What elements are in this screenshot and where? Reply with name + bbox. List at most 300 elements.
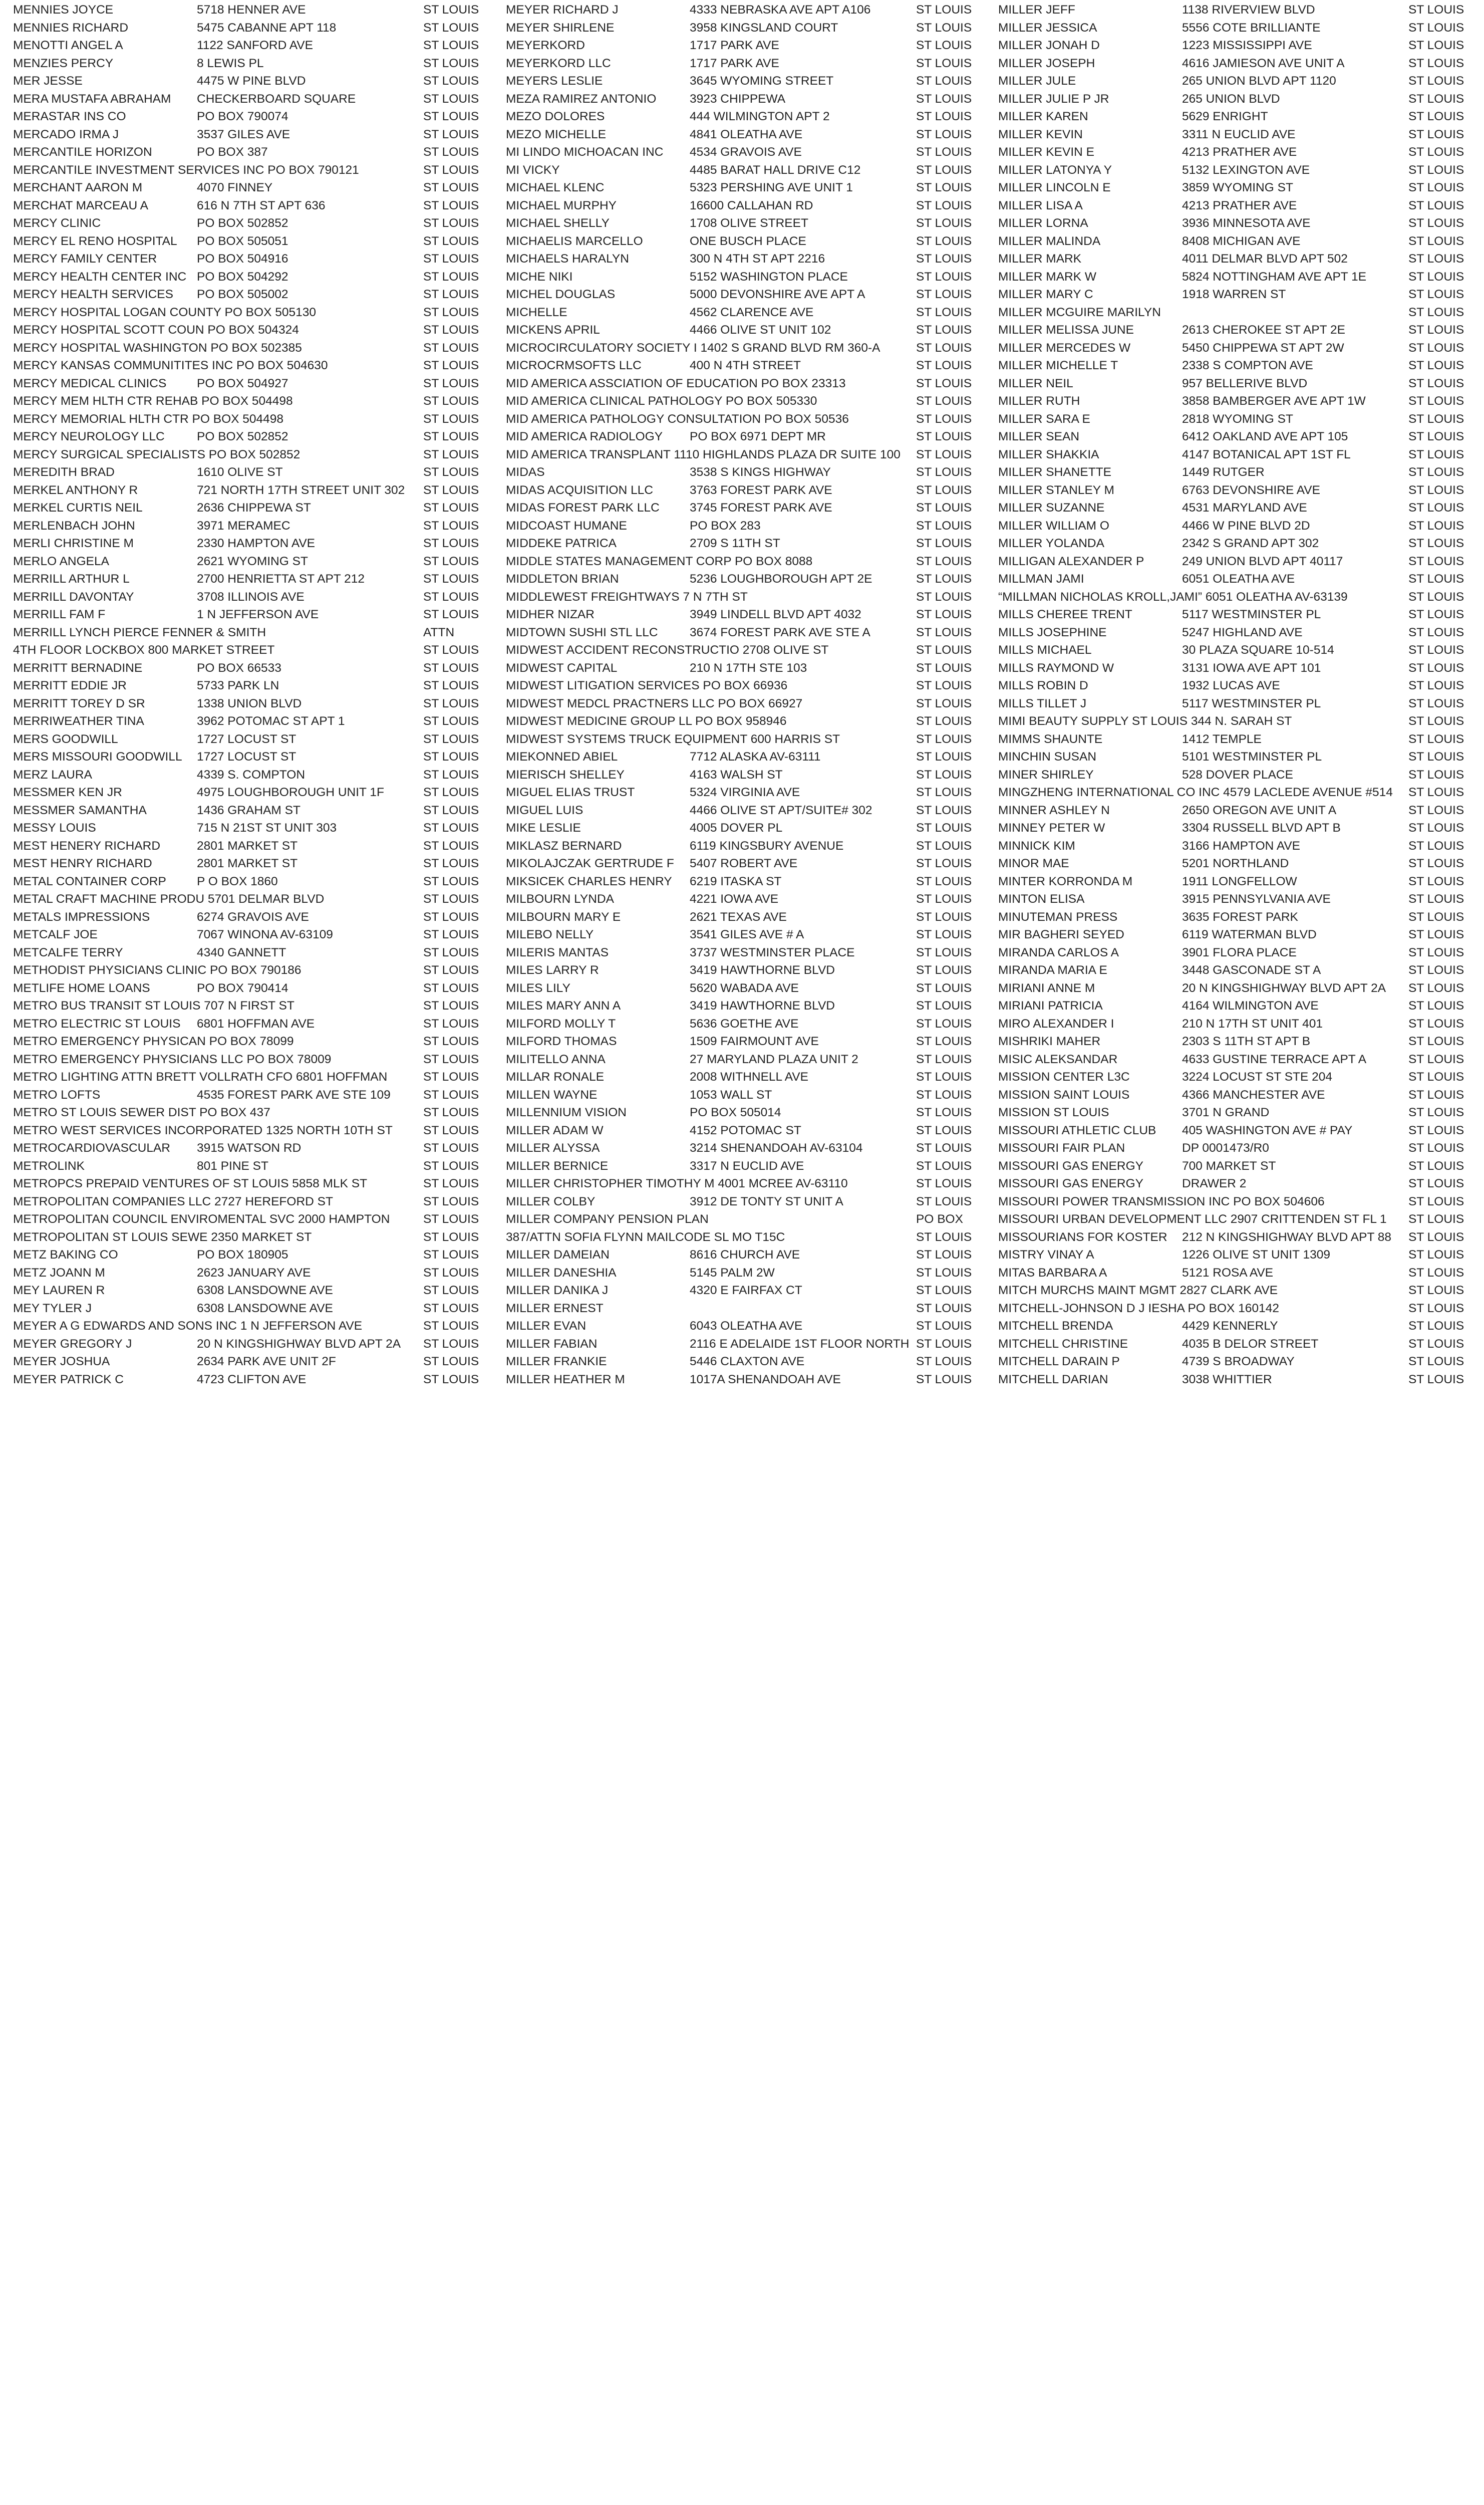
owner-address: 3949 LINDELL BLVD APT 4032: [690, 608, 861, 621]
owner-address: 3858 BAMBERGER AVE APT 1W: [1182, 394, 1366, 408]
owner-city: ST LOUIS: [916, 1284, 972, 1297]
owner-name: MERCY EL RENO HOSPITAL: [13, 234, 177, 248]
listing-row: [13, 695, 498, 713]
listing-row: [506, 659, 991, 677]
listing-row: [13, 1086, 498, 1104]
owner-address: 6274 GRAVOIS AVE: [197, 910, 309, 924]
listing-row: [13, 286, 498, 304]
owner-address: 700 MARKET ST: [1182, 1159, 1276, 1173]
owner-city: ST LOUIS: [1408, 412, 1464, 426]
owner-city: ST LOUIS: [423, 394, 479, 408]
owner-city: ST LOUIS: [423, 163, 479, 177]
owner-name: MILES LARRY R: [506, 963, 599, 977]
listing-row: [998, 677, 1483, 695]
owner-city: ST LOUIS: [423, 554, 479, 568]
listing-row: [13, 766, 498, 784]
listing-row: [998, 499, 1483, 517]
owner-city: ST LOUIS: [916, 821, 972, 835]
owner-address: 2338 S COMPTON AVE: [1182, 359, 1313, 372]
owner-address: PO BOX 504292: [197, 270, 288, 284]
owner-city: ST LOUIS: [423, 1337, 479, 1351]
owner-city: ST LOUIS: [916, 892, 972, 906]
listing-row: [506, 55, 991, 73]
listing-row: [998, 1051, 1483, 1069]
owner-city: ST LOUIS: [1408, 1372, 1464, 1386]
owner-name: METRO ST LOUIS SEWER DIST PO BOX 437: [13, 1106, 270, 1119]
owner-name: MILES MARY ANN A: [506, 999, 621, 1013]
owner-city: ST LOUIS: [423, 110, 479, 123]
owner-address: 3708 ILLINOIS AVE: [197, 590, 305, 604]
owner-name: MILLER SHANETTE: [998, 465, 1111, 479]
listing-row: [13, 1, 498, 19]
owner-city: ST LOUIS: [423, 696, 479, 710]
listing-row: [506, 1371, 991, 1389]
owner-address: 210 N 17TH STE 103: [690, 661, 807, 675]
owner-address: 210 N 17TH ST UNIT 401: [1182, 1017, 1323, 1031]
owner-city: ST LOUIS: [916, 679, 972, 692]
owner-city: ST LOUIS: [1408, 430, 1464, 443]
owner-name: MERLI CHRISTINE M: [13, 537, 134, 550]
owner-name: MID AMERICA TRANSPLANT 1110 HIGHLANDS PLAZA DR SUITE 100: [506, 447, 901, 461]
listing-row: [506, 1139, 991, 1157]
listing-row: [998, 908, 1483, 926]
listing-row: [13, 1353, 498, 1371]
owner-address: 4152 POTOMAC ST: [690, 1123, 801, 1137]
owner-city: ST LOUIS: [916, 163, 972, 177]
owner-city: ST LOUIS: [916, 252, 972, 266]
owner-address: 3317 N EUCLID AVE: [690, 1159, 804, 1173]
owner-address: 6763 DEVONSHIRE AVE: [1182, 483, 1320, 497]
listing-row: [998, 392, 1483, 410]
owner-name: MEYER SHIRLENE: [506, 21, 615, 35]
owner-address: 3962 POTOMAC ST APT 1: [197, 714, 345, 728]
listing-row: [998, 819, 1483, 837]
owner-name: MILLER LISA A: [998, 198, 1083, 212]
owner-city: ST LOUIS: [1408, 839, 1464, 853]
owner-city: ST LOUIS: [916, 696, 972, 710]
owner-city: ST LOUIS: [423, 857, 479, 870]
owner-name: MILLIGAN ALEXANDER P: [998, 554, 1144, 568]
owner-address: 1 N JEFFERSON AVE: [197, 608, 319, 621]
owner-address: PO BOX 505014: [690, 1106, 781, 1119]
owner-city: ST LOUIS: [916, 1088, 972, 1102]
listing-row: [506, 517, 991, 535]
owner-city: ST LOUIS: [1408, 910, 1464, 924]
owner-city: ST LOUIS: [916, 21, 972, 35]
owner-name: MERA MUSTAFA ABRAHAM: [13, 92, 171, 106]
owner-address: 4221 IOWA AVE: [690, 892, 779, 906]
listing-row: [13, 1335, 498, 1353]
listing-row: [998, 1335, 1483, 1353]
owner-city: ST LOUIS: [423, 1355, 479, 1368]
listing-row: [506, 268, 991, 286]
listing-row: [998, 1228, 1483, 1246]
owner-name: MILLER MARK W: [998, 270, 1097, 284]
listing-row: [506, 1210, 991, 1228]
owner-name: MILLER MARY C: [998, 288, 1093, 301]
owner-name: MI LINDO MICHOACAN INC: [506, 145, 664, 159]
owner-name: MILBOURN MARY E: [506, 910, 621, 924]
owner-name: MEREDITH BRAD: [13, 465, 115, 479]
owner-address: DRAWER 2: [1182, 1177, 1247, 1190]
listing-row: [998, 214, 1483, 232]
owner-name: MILLER ADAM W: [506, 1123, 604, 1137]
listing-row: [506, 997, 991, 1015]
owner-address: 1412 TEMPLE: [1182, 732, 1262, 746]
owner-city: ST LOUIS: [916, 1123, 972, 1137]
owner-city: ST LOUIS: [916, 803, 972, 817]
owner-address: 1727 LOCUST ST: [197, 732, 296, 746]
listing-row: [998, 944, 1483, 962]
listing-row: [998, 926, 1483, 944]
listing-row: [998, 37, 1483, 55]
owner-address: 1449 RUTGER: [1182, 465, 1265, 479]
owner-city: ST LOUIS: [1408, 3, 1464, 17]
owner-name: MILLER HEATHER M: [506, 1372, 625, 1386]
listing-row: [506, 37, 991, 55]
owner-city: ST LOUIS: [1408, 1070, 1464, 1084]
listing-row: [998, 837, 1483, 855]
owner-address: 4723 CLIFTON AVE: [197, 1372, 307, 1386]
owner-address: 20 N KINGSHIGHWAY BLVD APT 2A: [1182, 981, 1386, 995]
listing-row: [13, 517, 498, 535]
listing-row: [13, 588, 498, 606]
owner-address: PO BOX 504916: [197, 252, 288, 266]
owner-address: 5132 LEXINGTON AVE: [1182, 163, 1310, 177]
listing-row: [998, 357, 1483, 375]
owner-city: ATTN: [423, 625, 455, 639]
owner-city: ST LOUIS: [916, 1372, 972, 1386]
listing-row: [998, 19, 1483, 37]
owner-address: 4531 MARYLAND AVE: [1182, 501, 1307, 515]
listing-row: [13, 712, 498, 730]
listing-row: [998, 463, 1483, 481]
owner-address: 1436 GRAHAM ST: [197, 803, 301, 817]
owner-city: ST LOUIS: [916, 1266, 972, 1280]
owner-name: MILLER MICHELLE T: [998, 359, 1118, 372]
listing-row: [13, 321, 498, 339]
owner-name: MISSOURI GAS ENERGY: [998, 1177, 1143, 1190]
owner-name: MILLER COLBY: [506, 1194, 596, 1208]
owner-name: MISSION SAINT LOUIS: [998, 1088, 1130, 1102]
owner-city: ST LOUIS: [916, 1355, 972, 1368]
owner-name: METCALF JOE: [13, 928, 98, 941]
owner-city: ST LOUIS: [1408, 786, 1464, 799]
owner-name: MEYER RICHARD J: [506, 3, 619, 17]
owner-city: ST LOUIS: [916, 1194, 972, 1208]
owner-city: ST LOUIS: [916, 465, 972, 479]
owner-name: MILERIS MANTAS: [506, 945, 609, 959]
listing-row: [998, 72, 1483, 90]
owner-city: ST LOUIS: [1408, 803, 1464, 817]
owner-name: METROPOLITAN ST LOUIS SEWE 2350 MARKET ST: [13, 1230, 312, 1244]
listing-row: [998, 517, 1483, 535]
listing-row: [13, 19, 498, 37]
owner-name: MILLER SARA E: [998, 412, 1090, 426]
owner-name: METRO EMERGENCY PHYSICAN PO BOX 78099: [13, 1035, 294, 1048]
owner-name: MILLER RUTH: [998, 394, 1080, 408]
listing-row: [506, 143, 991, 161]
listing-column-3: [998, 1, 1483, 1392]
owner-name: MILLER JULE: [998, 74, 1076, 88]
listing-row: [998, 268, 1483, 286]
owner-name: MIKOLAJCZAK GERTRUDE F: [506, 857, 674, 870]
owner-name: MIDAS FOREST PARK LLC: [506, 501, 660, 515]
owner-address: 2700 HENRIETTA ST APT 212: [197, 572, 365, 586]
listing-row: [13, 659, 498, 677]
owner-city: ST LOUIS: [916, 945, 972, 959]
owner-address: 616 N 7TH ST APT 636: [197, 198, 326, 212]
listing-row: [13, 979, 498, 997]
owner-address: 2613 CHEROKEE ST APT 2E: [1182, 323, 1345, 337]
owner-city: ST LOUIS: [916, 768, 972, 782]
owner-city: ST LOUIS: [1408, 1355, 1464, 1368]
owner-address: 4616 JAMIESON AVE UNIT A: [1182, 56, 1345, 70]
owner-address: 5247 HIGHLAND AVE: [1182, 625, 1303, 639]
owner-name: MILLER ALYSSA: [506, 1141, 600, 1155]
owner-address: 1911 LONGFELLOW: [1182, 874, 1297, 888]
listing-row: [506, 712, 991, 730]
owner-name: MICHAEL SHELLY: [506, 216, 610, 230]
owner-city: ST LOUIS: [423, 252, 479, 266]
owner-name: MILLER YOLANDA: [998, 537, 1104, 550]
owner-name: MINNICK KIM: [998, 839, 1075, 853]
owner-city: ST LOUIS: [916, 376, 972, 390]
listing-row: [506, 819, 991, 837]
owner-name: MERCANTILE HORIZON: [13, 145, 152, 159]
owner-address: 4975 LOUGHBOROUGH UNIT 1F: [197, 786, 384, 799]
listing-row: [998, 481, 1483, 499]
owner-address: 8616 CHURCH AVE: [690, 1248, 800, 1262]
owner-city: ST LOUIS: [423, 501, 479, 515]
listing-row: [998, 890, 1483, 908]
owner-address: 405 WASHINGTON AVE # PAY: [1182, 1123, 1353, 1137]
owner-city: ST LOUIS: [916, 981, 972, 995]
listing-row: [13, 1282, 498, 1300]
owner-address: 3923 CHIPPEWA: [690, 92, 786, 106]
listing-row: [13, 748, 498, 766]
owner-address: 3915 WATSON RD: [197, 1141, 302, 1155]
owner-city: ST LOUIS: [423, 92, 479, 106]
owner-city: ST LOUIS: [1408, 465, 1464, 479]
listing-row: [13, 944, 498, 962]
owner-city: ST LOUIS: [1408, 1230, 1464, 1244]
owner-name: MIRANDA CARLOS A: [998, 945, 1119, 959]
owner-city: ST LOUIS: [1408, 1017, 1464, 1031]
owner-address: 1017A SHENANDOAH AVE: [690, 1372, 841, 1386]
owner-city: ST LOUIS: [423, 661, 479, 675]
owner-city: ST LOUIS: [916, 430, 972, 443]
listing-row: [998, 606, 1483, 624]
owner-address: PO BOX 502852: [197, 430, 288, 443]
owner-city: ST LOUIS: [916, 483, 972, 497]
listing-row: [506, 1068, 991, 1086]
owner-name: MISSOURI URBAN DEVELOPMENT LLC 2907 CRITTENDEN ST FL 1: [998, 1212, 1387, 1226]
listing-row: [506, 304, 991, 322]
owner-address: CHECKERBOARD SQUARE: [197, 92, 356, 106]
listing-row: [13, 1015, 498, 1033]
owner-name: MILLAR RONALE: [506, 1070, 605, 1084]
owner-city: ST LOUIS: [1408, 1159, 1464, 1173]
owner-address: 2801 MARKET ST: [197, 839, 298, 853]
owner-address: 4340 GANNETT: [197, 945, 286, 959]
owner-city: ST LOUIS: [423, 305, 479, 319]
owner-address: 3936 MINNESOTA AVE: [1182, 216, 1311, 230]
owner-address: 5733 PARK LN: [197, 679, 279, 692]
owner-address: 5323 PERSHING AVE UNIT 1: [690, 181, 853, 194]
owner-city: ST LOUIS: [1408, 56, 1464, 70]
owner-city: ST LOUIS: [916, 181, 972, 194]
listing-row: [506, 1353, 991, 1371]
owner-name: MILLER KAREN: [998, 110, 1088, 123]
owner-city: ST LOUIS: [423, 181, 479, 194]
owner-name: MINTON ELISA: [998, 892, 1085, 906]
owner-address: 4475 W PINE BLVD: [197, 74, 306, 88]
owner-address: 5000 DEVONSHIRE AVE APT A: [690, 288, 865, 301]
owner-address: 4485 BARAT HALL DRIVE C12: [690, 163, 861, 177]
listing-row: [506, 944, 991, 962]
listing-row: [13, 624, 498, 642]
owner-name: MILLER MALINDA: [998, 234, 1101, 248]
owner-name: METLIFE HOME LOANS: [13, 981, 150, 995]
owner-address: 3131 IOWA AVE APT 101: [1182, 661, 1321, 675]
owner-city: ST LOUIS: [1408, 163, 1464, 177]
listing-row: [998, 1353, 1483, 1371]
owner-address: 4333 NEBRASKA AVE APT A106: [690, 3, 871, 17]
owner-city: ST LOUIS: [1408, 341, 1464, 355]
listing-row: [13, 1264, 498, 1282]
listing-row: [998, 1015, 1483, 1033]
owner-city: ST LOUIS: [423, 750, 479, 764]
owner-city: ST LOUIS: [916, 1177, 972, 1190]
listing-row: [13, 1051, 498, 1069]
owner-city: ST LOUIS: [1408, 750, 1464, 764]
owner-city: ST LOUIS: [916, 234, 972, 248]
owner-city: ST LOUIS: [423, 768, 479, 782]
owner-address: 6412 OAKLAND AVE APT 105: [1182, 430, 1348, 443]
owner-name: MILFORD MOLLY T: [506, 1017, 616, 1031]
listing-row: [506, 802, 991, 820]
owner-address: 2818 WYOMING ST: [1182, 412, 1293, 426]
owner-name: MITAS BARBARA A: [998, 1266, 1107, 1280]
owner-name: MENOTTI ANGEL A: [13, 39, 123, 52]
owner-name: MERKEL CURTIS NEIL: [13, 501, 143, 515]
owner-name: MILLER DANIKA J: [506, 1284, 609, 1297]
owner-address: 6308 LANSDOWNE AVE: [197, 1284, 333, 1297]
owner-name: MINTER KORRONDA M: [998, 874, 1133, 888]
listing-row: [506, 1282, 991, 1300]
owner-address: 1717 PARK AVE: [690, 39, 779, 52]
owner-address: 1727 LOCUST ST: [197, 750, 296, 764]
listing-row: [998, 535, 1483, 553]
listing-row: [506, 766, 991, 784]
owner-city: ST LOUIS: [916, 1230, 972, 1244]
owner-name: MINNER ASHLEY N: [998, 803, 1110, 817]
listing-row: [998, 1300, 1483, 1318]
listing-row: [506, 570, 991, 588]
listing-row: [998, 873, 1483, 891]
owner-city: ST LOUIS: [423, 999, 479, 1013]
listing-row: [13, 37, 498, 55]
owner-city: ST LOUIS: [1408, 1301, 1464, 1315]
owner-name: MIKLASZ BERNARD: [506, 839, 622, 853]
owner-city: ST LOUIS: [423, 714, 479, 728]
owner-name: MINCHIN SUSAN: [998, 750, 1097, 764]
owner-name: MILBOURN LYNDA: [506, 892, 615, 906]
owner-name: METRO EMERGENCY PHYSICIANS LLC PO BOX 78009: [13, 1052, 332, 1066]
listing-row: [13, 410, 498, 428]
owner-city: ST LOUIS: [423, 430, 479, 443]
listing-row: [506, 1033, 991, 1051]
owner-name: METRO LOFTS: [13, 1088, 101, 1102]
owner-name: MIDWEST CAPITAL: [506, 661, 618, 675]
listing-row: [506, 855, 991, 873]
listing-row: [13, 499, 498, 517]
owner-address: 2330 HAMPTON AVE: [197, 537, 316, 550]
owner-city: ST LOUIS: [423, 21, 479, 35]
listing-row: [13, 1371, 498, 1389]
owner-address: 1610 OLIVE ST: [197, 465, 283, 479]
listing-row: [506, 748, 991, 766]
listing-row: [998, 784, 1483, 802]
listing-row: [506, 535, 991, 553]
owner-name: MEYER JOSHUA: [13, 1355, 110, 1368]
owner-city: ST LOUIS: [1408, 519, 1464, 533]
owner-address: 212 N KINGSHIGHWAY BLVD APT 88: [1182, 1230, 1392, 1244]
owner-name: MILLER EVAN: [506, 1319, 586, 1333]
owner-address: 4005 DOVER PL: [690, 821, 783, 835]
owner-address: 3311 N EUCLID AVE: [1182, 127, 1296, 141]
listing-row: [506, 1122, 991, 1140]
listing-row: [998, 250, 1483, 268]
owner-name: MILFORD THOMAS: [506, 1035, 617, 1048]
owner-city: ST LOUIS: [916, 928, 972, 941]
listing-row: [506, 961, 991, 979]
listing-row: [998, 1246, 1483, 1264]
listing-row: [506, 1317, 991, 1335]
owner-address: 3224 LOCUST ST STE 204: [1182, 1070, 1333, 1084]
owner-name: METRO WEST SERVICES INCORPORATED 1325 NORTH 10TH ST: [13, 1123, 393, 1137]
owner-city: ST LOUIS: [1408, 145, 1464, 159]
listing-row: [506, 1086, 991, 1104]
owner-address: 801 PINE ST: [197, 1159, 268, 1173]
listing-row: [998, 428, 1483, 446]
listing-row: [506, 286, 991, 304]
listing-row: [998, 1193, 1483, 1211]
listing-row: [998, 55, 1483, 73]
owner-name: MERZ LAURA: [13, 768, 92, 782]
owner-city: ST LOUIS: [1408, 216, 1464, 230]
owner-city: ST LOUIS: [1408, 234, 1464, 248]
owner-address: 4035 B DELOR STREET: [1182, 1337, 1319, 1351]
owner-address: 5152 WASHINGTON PLACE: [690, 270, 848, 284]
owner-city: ST LOUIS: [423, 1052, 479, 1066]
listing-row: [13, 855, 498, 873]
listing-row: [998, 553, 1483, 571]
owner-name: 387/ATTN SOFIA FLYNN MAILCODE SL MO T15C: [506, 1230, 785, 1244]
owner-address: 4466 OLIVE ST APT/SUITE# 302: [690, 803, 872, 817]
listing-row: [506, 375, 991, 393]
owner-city: ST LOUIS: [1408, 501, 1464, 515]
owner-address: PO BOX 790074: [197, 110, 288, 123]
owner-name: MESSY LOUIS: [13, 821, 96, 835]
owner-name: MERRITT BERNADINE: [13, 661, 143, 675]
owner-address: PO BOX 6971 DEPT MR: [690, 430, 826, 443]
listing-row: [998, 979, 1483, 997]
listing-row: [13, 392, 498, 410]
listing-row: [506, 1157, 991, 1175]
owner-name: METROCARDIOVASCULAR: [13, 1141, 171, 1155]
